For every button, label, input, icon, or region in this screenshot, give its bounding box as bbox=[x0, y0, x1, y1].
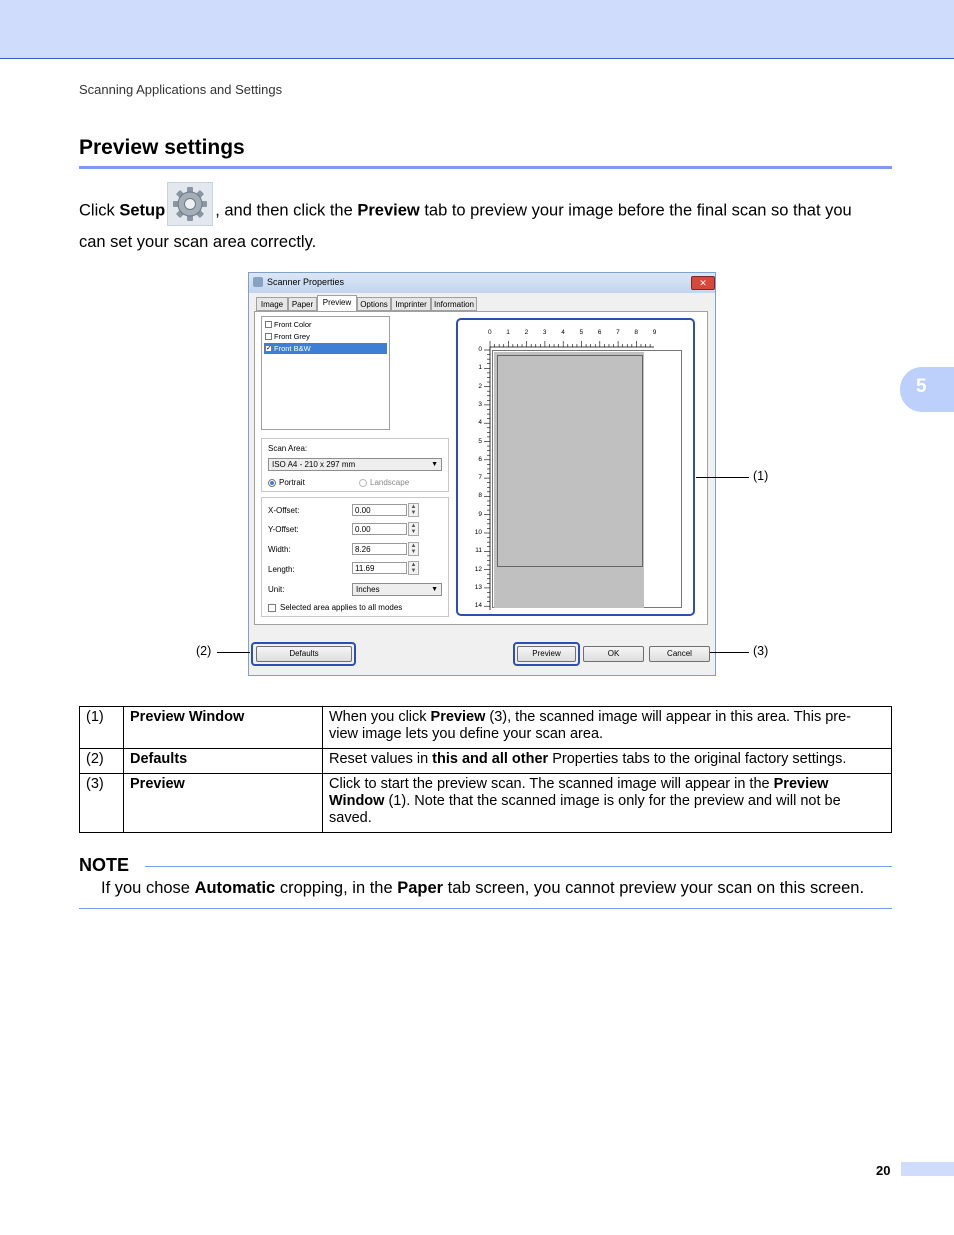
ruler-top-label: 8 bbox=[634, 329, 639, 336]
scanner-properties-dialog bbox=[248, 272, 716, 676]
desc-text: (3), the scanned image will appear in this area. This pre- bbox=[485, 709, 852, 725]
intro-text: tab to preview your image before the final scan so that you bbox=[419, 201, 852, 220]
dialog-titlebar bbox=[249, 273, 715, 293]
breadcrumb: Scanning Applications and Settings bbox=[79, 82, 283, 97]
callout-1: (1) bbox=[753, 469, 769, 483]
desc-bold: this and all other bbox=[432, 751, 549, 767]
ruler-left-label: 2 bbox=[478, 382, 482, 390]
row-name-text: Defaults bbox=[130, 751, 188, 767]
ruler-left-label: 12 bbox=[474, 565, 482, 573]
note-bottom-rule bbox=[79, 908, 892, 909]
table-row bbox=[80, 774, 892, 833]
page-number: 20 bbox=[876, 1163, 891, 1178]
scanner-app-icon bbox=[253, 277, 263, 287]
ruler-left-label: 13 bbox=[474, 583, 482, 591]
close-icon[interactable]: ✕ bbox=[691, 276, 715, 290]
row-name bbox=[124, 749, 323, 774]
row-description bbox=[323, 749, 892, 774]
scan-area-label: Scan Area: bbox=[268, 444, 308, 453]
tab-image[interactable]: Image bbox=[256, 297, 288, 311]
row-name-text: Preview Window bbox=[130, 709, 245, 725]
ruler-top bbox=[464, 328, 696, 350]
ruler-left-label: 0 bbox=[478, 346, 482, 353]
ruler-top-label: 0 bbox=[488, 329, 492, 336]
scan-area-group bbox=[261, 438, 449, 492]
landscape-label: Landscape bbox=[370, 478, 410, 487]
callout-3: (3) bbox=[753, 644, 769, 658]
note-rule bbox=[145, 866, 892, 867]
ruler-top-label: 1 bbox=[506, 329, 510, 336]
ruler-top-label: 4 bbox=[561, 329, 565, 336]
scan-area-value: ISO A4 - 210 x 297 mm bbox=[272, 460, 356, 469]
row-number: (3) bbox=[80, 774, 124, 833]
ruler-left-label: 7 bbox=[478, 474, 482, 482]
desc-text: Properties tabs to the original factory settings. bbox=[548, 751, 847, 767]
x-offset-input[interactable]: 0.00 bbox=[352, 504, 407, 516]
ruler-left-label: 5 bbox=[478, 437, 482, 445]
ruler-top-label: 2 bbox=[524, 329, 529, 336]
section-title: Preview settings bbox=[79, 136, 245, 159]
chapter-number: 5 bbox=[916, 376, 927, 397]
mode-front-color[interactable] bbox=[264, 319, 387, 330]
ruler-left-label: 1 bbox=[478, 364, 482, 372]
y-offset-spinner[interactable]: ▲ ▼ bbox=[408, 522, 419, 536]
portrait-label: Portrait bbox=[279, 478, 305, 487]
x-offset-label: X-Offset: bbox=[268, 506, 300, 515]
desc-text: Reset values in bbox=[329, 751, 433, 767]
note-bold: Automatic bbox=[194, 879, 276, 897]
row-description bbox=[323, 707, 892, 749]
desc-bold: Preview bbox=[430, 709, 486, 725]
table-row bbox=[80, 707, 892, 749]
length-label: Length: bbox=[268, 565, 295, 574]
ruler-top-label: 9 bbox=[652, 329, 657, 336]
mode-front-grey[interactable] bbox=[264, 331, 387, 342]
checkbox-icon[interactable] bbox=[265, 333, 272, 340]
unit-select[interactable] bbox=[352, 583, 442, 596]
ruler-left-label: 9 bbox=[478, 510, 482, 518]
row-name bbox=[124, 707, 323, 749]
scan-area-select[interactable] bbox=[268, 458, 442, 471]
mode-front-bw[interactable] bbox=[264, 343, 387, 354]
note-part: If you chose bbox=[101, 879, 195, 897]
desc-text: view image lets you define your scan area. bbox=[329, 726, 604, 742]
ruler-left-label: 10 bbox=[474, 529, 482, 536]
mode-label: Front Grey bbox=[274, 332, 310, 341]
defaults-button[interactable]: Defaults bbox=[256, 646, 352, 662]
chevron-down-icon: ▼ bbox=[431, 586, 438, 593]
note-bold: Paper bbox=[397, 879, 444, 897]
callout-line-1 bbox=[696, 477, 749, 478]
intro-text: , and then click the bbox=[215, 201, 358, 220]
desc-text: (1). Note that the scanned image is only for the preview and will not be saved. bbox=[329, 793, 841, 826]
callout-line-3 bbox=[710, 652, 749, 653]
row-number: (2) bbox=[80, 749, 124, 774]
chevron-down-icon: ▼ bbox=[431, 461, 438, 468]
mode-label: Front Color bbox=[274, 320, 312, 329]
intro-text: Click bbox=[79, 201, 120, 220]
x-offset-spinner[interactable]: ▲ ▼ bbox=[408, 503, 419, 517]
ruler-left-label: 3 bbox=[478, 400, 482, 408]
ruler-left-label: 11 bbox=[475, 547, 482, 555]
scan-area-box[interactable] bbox=[497, 355, 643, 567]
title-underline bbox=[79, 166, 892, 169]
tab-options[interactable]: Options bbox=[357, 297, 391, 311]
chapter-tab bbox=[900, 367, 954, 412]
length-spinner[interactable]: ▲ ▼ bbox=[408, 561, 419, 575]
apply-all-label: Selected area applies to all modes bbox=[280, 603, 403, 612]
intro-line-1 bbox=[79, 196, 852, 226]
intro-preview-bold: Preview bbox=[357, 201, 420, 220]
desc-bold: Preview bbox=[773, 776, 829, 792]
y-offset-label: Y-Offset: bbox=[268, 525, 299, 534]
apply-all-checkbox[interactable] bbox=[268, 604, 276, 612]
ruler-top-label: 7 bbox=[616, 329, 620, 336]
desc-bold: Window bbox=[329, 793, 385, 809]
callout-description-table bbox=[79, 706, 892, 833]
tab-imprinter[interactable]: Imprinter bbox=[391, 297, 431, 311]
portrait-radio[interactable] bbox=[268, 479, 276, 487]
callout-2: (2) bbox=[196, 644, 212, 658]
y-offset-input[interactable]: 0.00 bbox=[352, 523, 407, 535]
ruler-left-label: 6 bbox=[478, 455, 482, 463]
unit-label: Unit: bbox=[268, 585, 285, 594]
tab-paper[interactable]: Paper bbox=[288, 297, 317, 311]
row-name bbox=[124, 774, 323, 833]
ok-button[interactable]: OK bbox=[583, 646, 644, 662]
length-input[interactable]: 11.69 bbox=[352, 562, 407, 574]
top-header-band bbox=[0, 0, 954, 59]
desc-text: Click to start the preview scan. The scanned image will appear in the bbox=[329, 776, 774, 792]
note-part: cropping, in the bbox=[275, 879, 398, 897]
ruler-left-label: 14 bbox=[474, 602, 482, 610]
ruler-left-label: 8 bbox=[478, 492, 482, 500]
landscape-radio[interactable] bbox=[359, 479, 367, 487]
footer-band bbox=[901, 1162, 954, 1176]
unit-value: Inches bbox=[356, 585, 380, 594]
row-number: (1) bbox=[80, 707, 124, 749]
row-name-text: Preview bbox=[130, 776, 185, 792]
checkbox-checked-icon[interactable]: ✓ bbox=[266, 345, 272, 352]
table-row bbox=[80, 749, 892, 774]
note-part: tab screen, you cannot preview your scan on this screen. bbox=[443, 879, 865, 897]
cancel-button[interactable]: Cancel bbox=[649, 646, 710, 662]
preview-button[interactable]: Preview bbox=[517, 646, 576, 662]
width-input[interactable]: 8.26 bbox=[352, 543, 407, 555]
desc-text: When you click bbox=[329, 709, 431, 725]
width-label: Width: bbox=[268, 545, 291, 554]
scanned-image bbox=[494, 352, 644, 608]
intro-setup-bold: Setup bbox=[119, 201, 166, 220]
callout-line-2 bbox=[217, 652, 250, 653]
ruler-left-label: 4 bbox=[478, 419, 482, 427]
ruler-top-label: 6 bbox=[597, 329, 602, 336]
row-description bbox=[323, 774, 892, 833]
dialog-title: Scanner Properties bbox=[267, 277, 345, 287]
preview-image-area bbox=[492, 350, 682, 608]
tab-information[interactable]: Information bbox=[431, 297, 477, 311]
ruler-top-label: 5 bbox=[579, 329, 584, 336]
tab-preview[interactable]: Preview bbox=[317, 295, 357, 312]
ruler-top-label: 3 bbox=[542, 329, 547, 336]
intro-line-2: can set your scan area correctly. bbox=[79, 233, 317, 251]
ruler-left bbox=[464, 328, 492, 618]
dimensions-group bbox=[261, 497, 449, 617]
setup-gear-icon bbox=[167, 182, 213, 226]
mode-label: Front B&W bbox=[274, 344, 311, 353]
checkbox-icon[interactable] bbox=[265, 321, 272, 328]
note-label: NOTE bbox=[79, 855, 130, 875]
note-text bbox=[101, 879, 864, 898]
width-spinner[interactable]: ▲ ▼ bbox=[408, 542, 419, 556]
scan-mode-list[interactable] bbox=[261, 316, 390, 430]
